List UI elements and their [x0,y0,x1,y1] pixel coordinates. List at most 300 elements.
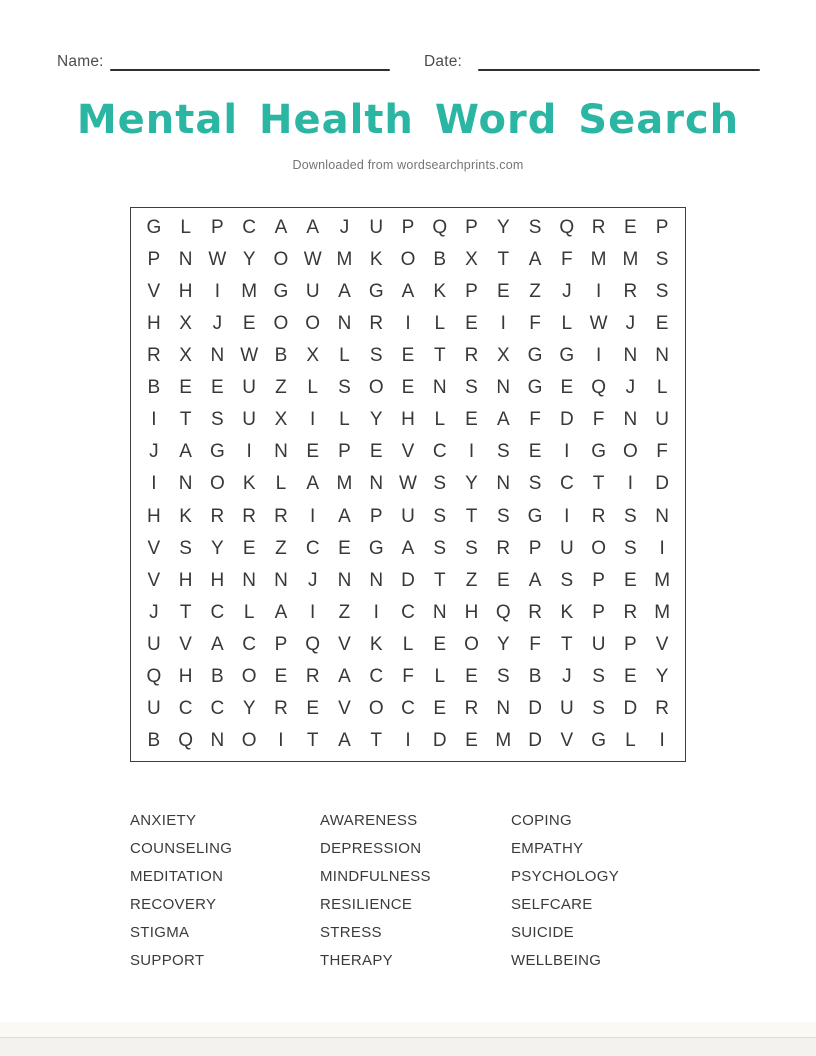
grid-cell: E [338,537,351,559]
grid-cell: I [246,441,252,463]
grid-cell: U [559,697,574,719]
grid-cell: H [147,505,161,527]
grid-cell: E [274,665,288,687]
grid-cell: P [592,569,605,591]
grid-cell: G [591,729,606,751]
grid-cell: E [624,665,637,687]
grid-cell: V [147,281,161,303]
grid-cell: N [432,377,447,399]
grid-cell: D [432,729,447,751]
grid-cell: R [591,505,606,527]
grid-cell: F [529,633,541,655]
grid-cell: I [310,505,316,527]
grid-cell: G [559,345,575,367]
grid-cell: O [591,537,606,559]
grid-cell: J [562,281,572,303]
grid-cell: S [369,345,383,367]
grid-cell: T [497,249,510,271]
grid-cell: F [402,665,414,687]
name-field-line [110,69,390,71]
grid-cell: S [433,473,447,495]
grid-cell: N [210,729,225,751]
grid-cell: S [624,537,637,559]
grid-cell: H [464,601,479,623]
grid-cell: S [655,249,669,271]
grid-cell: K [560,601,574,623]
grid-cell: X [179,345,192,367]
grid-cell: A [274,217,288,239]
grid-cell: S [528,473,542,495]
grid-cell: H [147,313,161,335]
grid-cell: I [310,601,316,623]
grid-cell: G [527,377,543,399]
grid-cell: P [592,601,605,623]
grid-cell: T [433,345,446,367]
grid-cell: Q [432,217,448,239]
grid-cell: B [147,729,161,751]
grid-cell: G [146,217,162,239]
grid-cell: E [211,377,224,399]
grid-cell: V [338,633,351,655]
grid-cell: N [655,345,669,367]
word-item: STRESS [320,923,382,941]
grid-cell: R [305,665,320,687]
grid-cell: J [212,313,223,335]
word-item: COPING [511,811,572,829]
grid-cell: A [338,729,351,751]
grid-cell: U [591,633,606,655]
grid-cell: P [624,633,637,655]
grid-cell: A [528,569,542,591]
grid-cell: C [242,633,257,655]
grid-cell: L [402,633,414,655]
grid-cell: E [401,377,415,399]
grid-cell: R [496,537,511,559]
grid-cell: N [369,569,384,591]
page-edge-gray-band [0,1038,816,1056]
grid-cell: I [595,281,602,303]
grid-cell: R [210,505,225,527]
grid-cell: C [432,441,447,463]
grid-cell: Q [495,601,511,623]
grid-cell: J [307,569,318,591]
grid-cell: S [465,537,478,559]
grid-cell: C [305,537,320,559]
grid-cell: X [306,345,320,367]
grid-cell: M [654,601,671,623]
grid-cell: J [149,441,159,463]
word-item: DEPRESSION [320,839,422,857]
grid-cell: L [307,377,318,399]
word-item: COUNSELING [130,839,233,857]
grid-cell: N [210,345,225,367]
grid-cell: S [211,409,224,431]
grid-cell: D [623,697,638,719]
grid-cell: A [401,281,415,303]
grid-cell: Y [242,249,256,271]
grid-cell: E [528,441,542,463]
grid-cell: R [464,345,479,367]
grid-cell: B [274,345,288,367]
grid-cell: X [465,249,478,271]
grid-cell: V [179,633,192,655]
grid-cell: O [400,249,416,271]
grid-cell: V [147,537,161,559]
grid-cell: A [179,441,192,463]
grid-cell: U [147,633,161,655]
grid-cell: R [655,697,669,719]
grid-cell: J [149,601,159,623]
grid-cell: N [623,345,638,367]
grid-cell: U [559,537,574,559]
grid-cell: H [210,569,225,591]
grid-cell: L [434,313,446,335]
grid-cell: E [242,313,256,335]
grid-cell: E [465,729,478,751]
page-subtitle: Downloaded from wordsearchprints.com [292,158,524,172]
grid-cell: W [240,345,259,367]
grid-cell: Q [178,729,194,751]
grid-cell: Y [496,217,510,239]
word-item: THERAPY [320,951,393,969]
grid-cell: P [465,217,478,239]
grid-cell: E [306,441,320,463]
grid-cell: T [179,409,192,431]
grid-cell: C [178,697,193,719]
grid-cell: V [147,569,161,591]
grid-cell: G [527,505,543,527]
grid-cell: E [465,409,478,431]
grid-cell: I [564,441,570,463]
grid-cell: Y [496,633,510,655]
grid-cell: R [274,505,288,527]
date-field-label: Date: [424,53,463,70]
grid-cell: D [528,697,542,719]
date-field-line [478,69,760,71]
grid-cell: M [654,569,671,591]
grid-cell: I [373,601,379,623]
grid-cell: S [624,505,637,527]
grid-cell: C [210,601,225,623]
grid-cell: S [496,505,510,527]
grid-cell: B [528,665,542,687]
grid-cell: G [527,345,543,367]
grid-cell: F [656,441,668,463]
grid-cell: L [243,601,255,623]
grid-cell: A [496,409,510,431]
grid-cell: W [303,249,322,271]
grid-cell: N [274,569,288,591]
grid-cell: R [369,313,384,335]
grid-cell: V [655,633,669,655]
grid-cell: G [273,281,289,303]
grid-cell: J [625,313,636,335]
word-item: STIGMA [130,923,190,941]
page-title: Mental Health Word Search [76,97,740,143]
grid-cell: A [338,665,351,687]
grid-cell: R [623,601,638,623]
grid-cell: R [528,601,542,623]
grid-cell: S [465,377,478,399]
grid-cell: W [589,313,608,335]
grid-cell: J [625,377,636,399]
grid-cell: Y [369,409,383,431]
grid-cell: C [401,697,415,719]
grid-cell: P [465,281,478,303]
grid-cell: E [242,537,256,559]
grid-cell: R [274,697,288,719]
grid-cell: G [591,441,606,463]
grid-cell: J [562,665,572,687]
grid-cell: I [278,729,284,751]
grid-cell: B [211,665,224,687]
word-item: WELLBEING [511,951,602,969]
grid-cell: Q [305,633,321,655]
grid-cell: S [655,281,669,303]
grid-cell: G [368,281,384,303]
grid-cell: M [622,249,639,271]
grid-cell: S [496,665,510,687]
grid-cell: M [241,281,258,303]
grid-cell: H [401,409,415,431]
grid-cell: E [465,665,478,687]
grid-cell: N [496,473,511,495]
grid-cell: C [210,697,225,719]
word-item: RECOVERY [130,895,217,913]
grid-cell: X [179,313,192,335]
grid-cell: U [305,281,320,303]
grid-cell: L [625,729,636,751]
grid-cell: A [528,249,542,271]
grid-cell: S [433,505,447,527]
grid-cell: R [464,697,479,719]
grid-cell: E [306,697,320,719]
grid-cell: O [368,377,384,399]
grid-cell: I [659,729,665,751]
grid-cell: O [210,473,225,495]
grid-cell: F [561,249,573,271]
grid-cell: O [241,665,257,687]
grid-cell: O [273,313,289,335]
grid-cell: A [401,537,415,559]
grid-cell: U [369,217,384,239]
grid-cell: S [433,537,447,559]
grid-cell: I [405,313,411,335]
grid-cell: E [369,441,383,463]
grid-cell: X [274,409,288,431]
grid-cell: B [433,249,447,271]
grid-cell: L [339,345,350,367]
word-search-grid [130,207,686,762]
word-item: PSYCHOLOGY [511,867,620,885]
grid-cell: C [242,217,257,239]
name-field-label: Name: [57,53,104,70]
grid-cell: T [433,569,446,591]
grid-cell: I [405,729,411,751]
grid-cell: B [147,377,161,399]
grid-cell: N [274,441,288,463]
grid-cell: P [655,217,669,239]
grid-cell: A [306,217,320,239]
grid-cell: E [560,377,574,399]
grid-cell: L [434,409,446,431]
grid-cell: Z [275,377,287,399]
grid-cell: W [208,249,227,271]
grid-cell: P [274,633,288,655]
word-item: SUPPORT [130,951,205,969]
grid-cell: Y [242,697,256,719]
grid-cell: I [659,537,665,559]
grid-cell: U [401,505,415,527]
grid-cell: K [369,249,383,271]
grid-cell: N [496,697,511,719]
grid-cell: M [336,473,353,495]
grid-cell: I [214,281,221,303]
grid-cell: U [655,409,669,431]
grid-cell: N [178,473,193,495]
grid-cell: T [306,729,319,751]
grid-cell: I [595,345,602,367]
grid-cell: V [401,441,415,463]
grid-cell: Y [465,473,478,495]
grid-cell: L [339,409,350,431]
grid-cell: G [368,537,384,559]
word-item: MINDFULNESS [320,867,431,885]
grid-cell: E [465,313,478,335]
word-search-grid-letters [131,208,685,761]
grid-cell: T [179,601,192,623]
grid-cell: L [561,313,573,335]
grid-cell: I [310,409,316,431]
grid-cell: K [179,505,192,527]
grid-cell: U [242,377,257,399]
grid-cell: R [242,505,257,527]
grid-cell: Y [655,665,669,687]
word-item: SUICIDE [511,923,574,941]
grid-cell: E [655,313,669,335]
grid-cell: O [273,249,289,271]
grid-cell: M [495,729,512,751]
grid-cell: Z [275,537,287,559]
grid-cell: K [369,633,383,655]
grid-cell: E [433,633,447,655]
word-item: ANXIETY [130,811,197,829]
grid-cell: N [242,569,257,591]
grid-cell: F [529,409,541,431]
grid-cell: W [399,473,417,495]
grid-cell: S [592,697,605,719]
grid-cell: Z [529,281,541,303]
grid-cell: N [337,313,352,335]
grid-cell: H [178,281,193,303]
grid-cell: I [151,473,157,495]
word-item: EMPATHY [511,839,584,857]
grid-cell: O [305,313,321,335]
grid-cell: H [178,569,193,591]
grid-cell: A [274,601,288,623]
grid-cell: P [147,249,161,271]
grid-cell: L [275,473,287,495]
grid-cell: V [338,697,351,719]
grid-cell: S [338,377,351,399]
grid-cell: L [180,217,191,239]
grid-cell: O [464,633,479,655]
grid-cell: Z [338,601,351,623]
grid-cell: U [242,409,257,431]
word-item: SELFCARE [511,895,593,913]
grid-cell: E [401,345,415,367]
word-list [130,806,681,974]
grid-cell: A [306,473,320,495]
grid-cell: I [564,505,570,527]
grid-cell: V [560,729,574,751]
grid-cell: H [178,665,193,687]
grid-cell: I [500,313,506,335]
grid-cell: N [655,505,669,527]
grid-cell: K [433,281,447,303]
grid-cell: D [559,409,574,431]
grid-cell: F [529,313,541,335]
word-item: RESILIENCE [320,895,413,913]
grid-cell: R [147,345,161,367]
grid-cell: G [210,441,225,463]
grid-cell: O [622,441,638,463]
grid-cell: E [624,569,637,591]
grid-cell: R [591,217,606,239]
grid-cell: A [338,281,351,303]
grid-cell: E [496,569,510,591]
grid-cell: R [623,281,638,303]
grid-cell: S [179,537,192,559]
grid-cell: S [528,217,542,239]
grid-cell: T [561,633,573,655]
grid-cell: S [560,569,574,591]
grid-cell: I [151,409,157,431]
grid-cell: T [370,729,383,751]
grid-cell: N [623,409,638,431]
grid-cell: O [241,729,257,751]
grid-cell: J [339,217,350,239]
grid-cell: Z [465,569,478,591]
grid-cell: Q [146,665,162,687]
grid-cell: P [401,217,415,239]
grid-cell: C [401,601,415,623]
grid-cell: N [432,601,447,623]
grid-cell: E [179,377,192,399]
word-item: AWARENESS [320,811,418,829]
grid-cell: E [433,697,447,719]
grid-cell: N [337,569,352,591]
grid-cell: P [338,441,351,463]
grid-cell: Q [591,377,606,399]
grid-cell: X [496,345,510,367]
grid-cell: T [592,473,605,495]
grid-cell: P [211,217,224,239]
grid-cell: M [336,249,353,271]
grid-cell: L [656,377,668,399]
grid-cell: Q [559,217,575,239]
grid-cell: D [401,569,415,591]
grid-cell: N [496,377,511,399]
grid-cell: A [338,505,351,527]
grid-cell: P [369,505,383,527]
grid-cell: S [496,441,510,463]
grid-cell: C [559,473,574,495]
grid-cell: N [178,249,193,271]
grid-cell: S [592,665,605,687]
grid-cell: N [369,473,384,495]
grid-cell: F [592,409,605,431]
